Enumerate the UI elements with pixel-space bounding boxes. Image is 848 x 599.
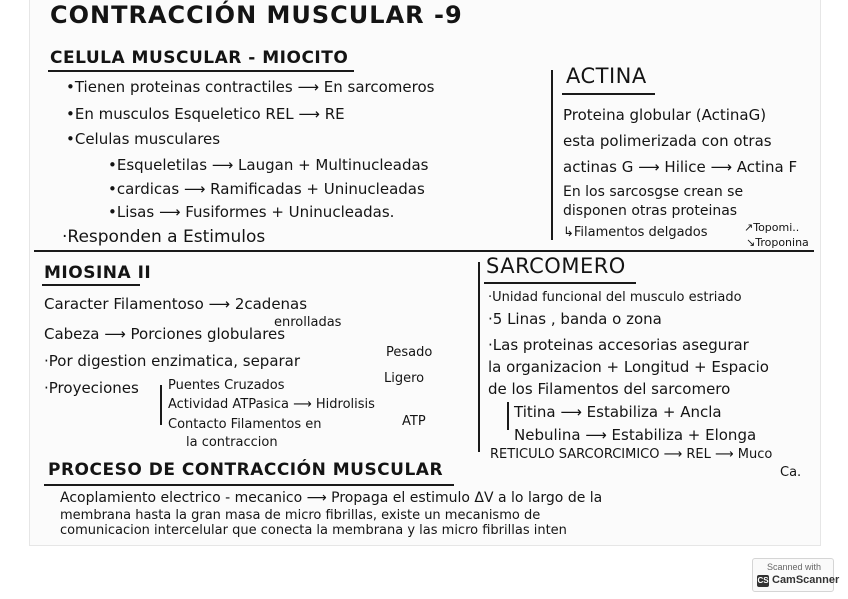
celula-line-1: •Tienen proteinas contractiles ⟶ En sarcomeros (66, 78, 435, 96)
sarcomero-bracket (507, 402, 509, 430)
divider-horizontal-mid (34, 250, 814, 252)
sarcomero-line-5: de los Filamentos del sarcomero (488, 380, 731, 398)
miosina-atp: ATP (402, 414, 426, 429)
page-title: CONTRACCIÓN MUSCULAR -9 (50, 1, 463, 29)
actina-line-1: Proteina globular (ActinaG) (563, 106, 767, 124)
miosina-proy-2: Actividad ATPasica ⟶ Hidrolisis (168, 397, 375, 412)
actina-line-4: En los sarcosgse crean se (563, 184, 744, 200)
camscanner-brand: CamScanner (772, 574, 840, 586)
miosina-ligero: Ligero (384, 371, 425, 386)
actina-troponina: ↘Troponina (746, 236, 809, 249)
divider-vertical-bottom (478, 262, 480, 452)
sarcomero-nebulina: Nebulina ⟶ Estabiliza + Elonga (514, 426, 757, 444)
proceso-heading: PROCESO DE CONTRACCIÓN MUSCULAR (48, 460, 444, 480)
proceso-line-1: Acoplamiento electrico - mecanico ⟶ Propaga el estimulo ΔV a lo largo de la (60, 490, 603, 506)
miosina-enrolladas: enrolladas (274, 315, 342, 330)
miosina-contraccion: la contraccion (186, 435, 278, 450)
miosina-proy-3: Contacto Filamentos en (168, 417, 322, 432)
miosina-heading: MIOSINA II (44, 263, 152, 283)
camscanner-logo-icon: CS (757, 576, 769, 585)
celula-heading: CELULA MUSCULAR - MIOCITO (50, 48, 349, 68)
miosina-proy-1: Puentes Cruzados (168, 378, 285, 393)
celula-sub-2: •cardicas ⟶ Ramificadas + Uninucleadas (108, 180, 425, 198)
sarcomero-ca: Ca. (780, 465, 802, 480)
actina-line-5: disponen otras proteinas (563, 203, 738, 219)
sarcomero-line-1: ·Unidad funcional del musculo estriado (488, 290, 742, 305)
camscanner-top-text: Scanned with (767, 562, 822, 572)
celula-line-2: •En musculos Esqueletico REL ⟶ RE (66, 105, 345, 123)
miosina-pesado: Pesado (386, 345, 433, 360)
miosina-caracter: Caracter Filamentoso ⟶ 2cadenas (44, 295, 308, 313)
miosina-digestion: ·Por digestion enzimatica, separar (44, 352, 301, 370)
sarcomero-line-2: ·5 Linas , banda o zona (488, 310, 662, 328)
miosina-proyecciones: ·Proyeciones (44, 379, 139, 397)
sarcomero-underline (484, 282, 636, 284)
miosina-cabeza: Cabeza ⟶ Porciones globulares (44, 325, 286, 343)
actina-line-3: actinas G ⟶ Hilice ⟶ Actina F (563, 158, 798, 176)
sarcomero-heading: SARCOMERO (486, 254, 626, 278)
celula-respond: ·Responden a Estimulos (62, 227, 266, 247)
actina-topomi: ↗Topomi.. (744, 221, 800, 234)
proceso-line-3: comunicacion intercelular que conecta la membrana y las micro fibrillas inten (60, 523, 567, 538)
sarcomero-titina: Titina ⟶ Estabiliza + Ancla (514, 403, 722, 421)
camscanner-badge (752, 558, 840, 592)
celula-line-3: •Celulas musculares (66, 130, 221, 148)
proceso-line-2: membrana hasta la gran masa de micro fibrillas, existe un mecanismo de (60, 508, 541, 523)
actina-heading: ACTINA (566, 64, 647, 88)
miosina-bracket (160, 385, 162, 425)
sarcomero-line-4: la organizacion + Longitud + Espacio (488, 358, 769, 376)
actina-underline (562, 93, 655, 95)
divider-vertical-top (551, 70, 553, 240)
proceso-underline (44, 484, 454, 486)
miosina-underline (42, 284, 140, 286)
actina-filamentos: ↳Filamentos delgados (563, 225, 708, 240)
celula-underline (48, 70, 354, 72)
celula-sub-3: •Lisas ⟶ Fusiformes + Uninucleadas. (108, 203, 395, 221)
celula-sub-1: •Esqueletilas ⟶ Laugan + Multinucleadas (108, 156, 429, 174)
actina-line-2: esta polimerizada con otras (563, 132, 772, 150)
sarcomero-reticulo: RETICULO SARCORCIMICO ⟶ REL ⟶ Muco (490, 447, 773, 462)
sarcomero-line-3: ·Las proteinas accesorias asegurar (488, 336, 749, 354)
